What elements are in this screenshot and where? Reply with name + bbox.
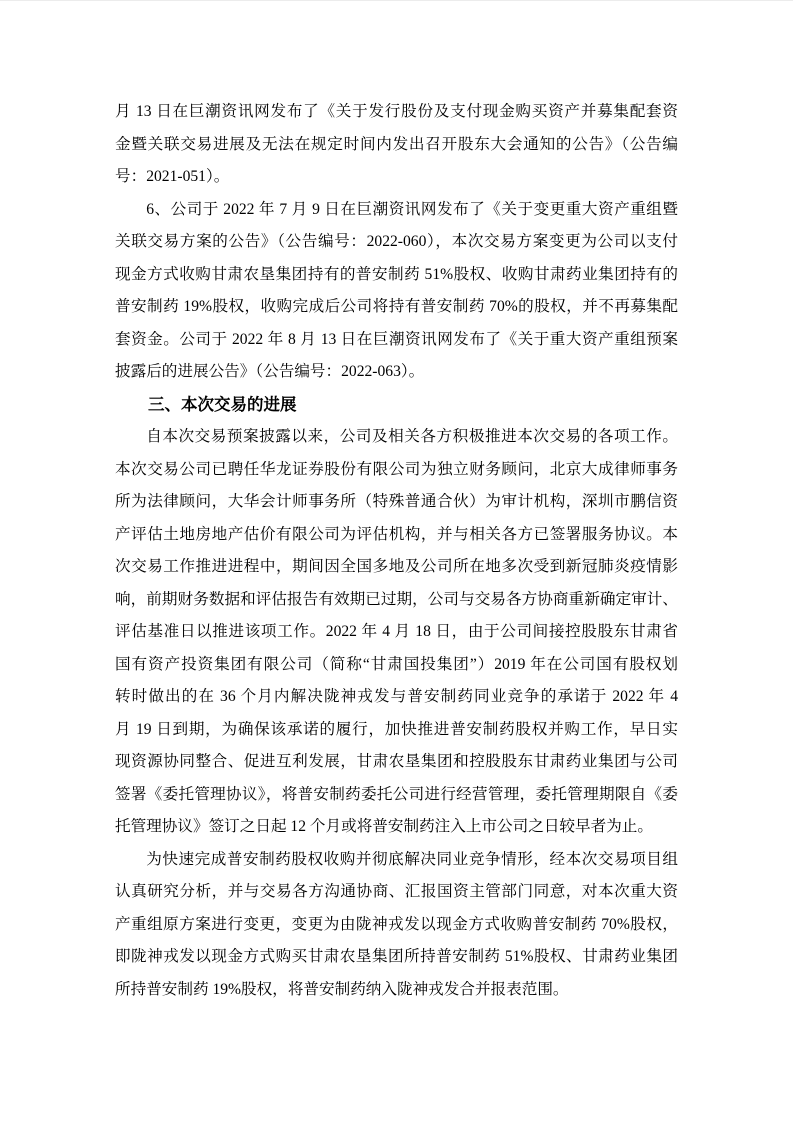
section-heading (115, 389, 678, 422)
text-line: 套资金。公司于 2022 年 8 月 13 日在巨潮资讯网发布了《关于重大资产重组预案 (115, 330, 678, 348)
text-line: 为快速完成普安制药股权收购并彻底解决同业竞争情形，经本次交易项目组 (146, 850, 678, 868)
text-line: 月 19 日到期，为确保该承诺的履行，加快推进普安制药股权并购工作，早日实 (115, 720, 678, 738)
document-content (115, 96, 678, 1006)
text-line: 响，前期财务数据和评估报告有效期已过期，公司与交易各方协商重新确定审计、 (115, 590, 678, 608)
text-line: 自本次交易预案披露以来，公司及相关各方积极推进本次交易的各项工作。 (146, 428, 678, 445)
paragraph (115, 96, 678, 194)
paragraph (115, 844, 678, 1007)
text-line: 所持普安制药 19%股权，将普安制药纳入陇神戎发合并报表范围。 (115, 980, 569, 998)
text-line: 号：2021-051）。 (115, 168, 230, 185)
text-line: 普安制药 19%股权，收购完成后公司将持有普安制药 70%的股权，并不再募集配 (115, 298, 678, 315)
text-line: 所为法律顾问，大华会计师事务所（特殊普通合伙）为审计机构，深圳市鹏信资 (115, 493, 678, 510)
text-line: 现金方式收购甘肃农垦集团持有的普安制药 51%股权、收购甘肃药业集团持有的 (115, 265, 678, 283)
text-line: 国有资产投资集团有限公司（简称“甘肃国投集团”）2019 年在公司国有股权划 (115, 655, 678, 673)
text-line: 本次交易公司已聘任华龙证券股份有限公司为独立财务顾问，北京大成律师事务 (115, 460, 678, 478)
heading-line: 三、本次交易的进展 (148, 395, 297, 414)
text-line: 金暨关联交易进展及无法在规定时间内发出召开股东大会通知的公告》（公告编 (115, 135, 678, 153)
text-line: 评估基准日以推进该项工作。2022 年 4 月 18 日，由于公司间接控股股东甘肃省 (115, 623, 678, 640)
text-line: 现资源协同整合、促进互利发展，甘肃农垦集团和控股股东甘肃药业集团与公司 (115, 753, 678, 770)
text-line: 次交易工作推进进程中，期间因全国多地及公司所在地多次受到新冠肺炎疫情影 (115, 558, 678, 575)
text-line: 披露后的进展公告》（公告编号：2022-063）。 (115, 363, 425, 380)
paragraph (115, 194, 678, 389)
text-line: 转时做出的在 36 个月内解决陇神戎发与普安制药同业竞争的承诺于 2022 年 4 (115, 688, 678, 705)
text-line: 认真研究分析，并与交易各方沟通协商、汇报国资主管部门同意，对本次重大资 (115, 883, 678, 900)
text-line: 关联交易方案的公告》（公告编号：2022-060），本次交易方案变更为公司以支付 (115, 233, 678, 250)
text-line: 产重组原方案进行变更，变更为由陇神戎发以现金方式收购普安制药 70%股权， (115, 915, 678, 933)
text-line: 产评估土地房地产估价有限公司为评估机构，并与相关各方已签署服务协议。本 (115, 525, 678, 543)
paragraph (115, 421, 678, 844)
text-line: 托管理协议》签订之日起 12 个月或将普安制药注入上市公司之日较早者为止。 (115, 818, 653, 835)
text-line: 月 13 日在巨潮资讯网发布了《关于发行股份及支付现金购买资产并募集配套资 (115, 103, 678, 120)
text-line: 签署《委托管理协议》，将普安制药委托公司进行经营管理，委托管理期限自《委 (115, 785, 678, 803)
text-line: 6、公司于 2022 年 7 月 9 日在巨潮资讯网发布了《关于变更重大资产重组暨 (146, 200, 678, 218)
text-line: 即陇神戎发以现金方式购买甘肃农垦集团所持普安制药 51%股权、甘肃药业集团 (115, 948, 678, 965)
